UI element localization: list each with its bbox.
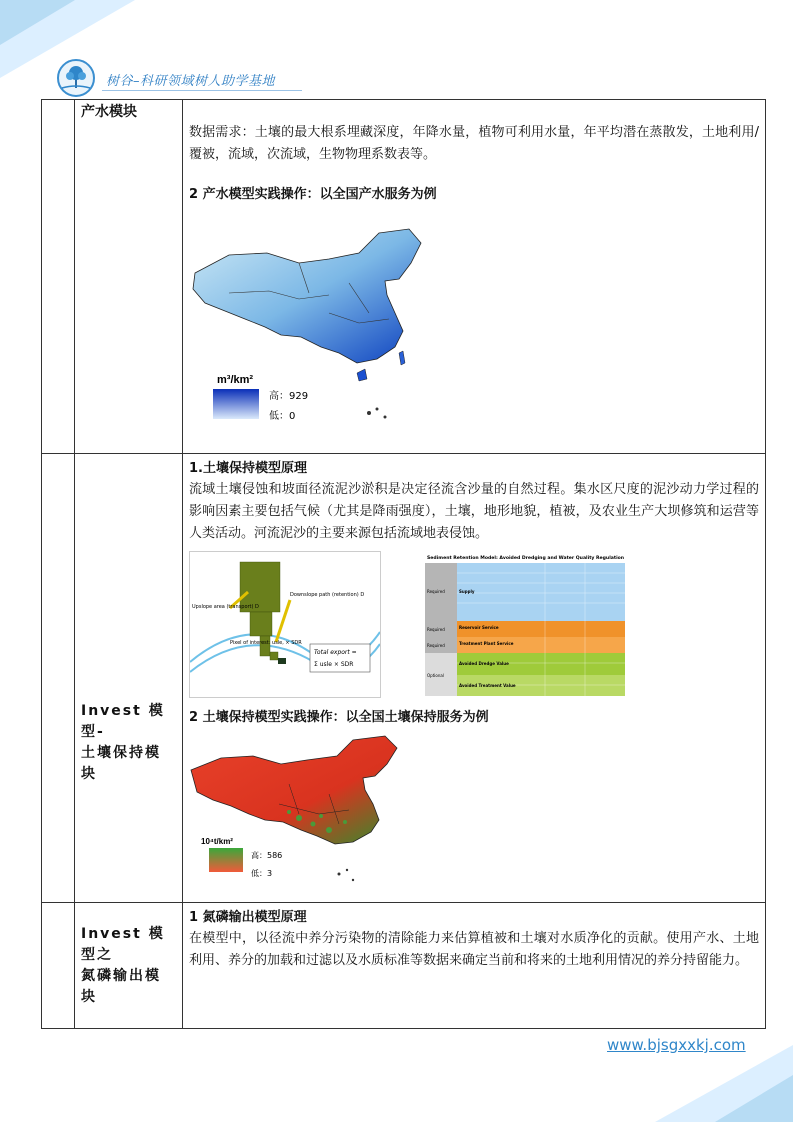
practice-title: 2 产水模型实践操作：以全国产水服务为例 bbox=[189, 187, 437, 202]
sediment-model-table bbox=[425, 553, 625, 696]
row-label-line3: 块 bbox=[81, 766, 97, 782]
content-cell bbox=[183, 100, 766, 454]
table-group: Treatment Plant Service bbox=[459, 641, 514, 646]
website-link[interactable]: www.bjsgxxkj.com bbox=[607, 1036, 746, 1054]
logo-text: 树谷–科研领域树人助学基地 bbox=[106, 74, 276, 89]
table-section: Optional bbox=[427, 673, 444, 678]
legend-unit: 10⁴t/km² bbox=[201, 837, 233, 846]
table-row bbox=[42, 454, 766, 903]
row-label-line1: Invest 模型- bbox=[81, 703, 165, 740]
principle-title: 1 氮磷输出模型原理 bbox=[189, 910, 307, 925]
header-logo bbox=[56, 58, 316, 102]
row-label-line2: 氮磷输出模 bbox=[81, 967, 161, 984]
table-section: Required bbox=[427, 643, 445, 648]
bottom-right-decoration bbox=[655, 1045, 793, 1122]
row-label: 产水模块 bbox=[81, 104, 137, 120]
legend-low: 低：0 bbox=[269, 411, 296, 422]
logo-underline bbox=[102, 90, 302, 91]
row-label-line1: Invest 模型之 bbox=[81, 925, 165, 963]
legend-high: 高：586 bbox=[251, 851, 283, 860]
row-label-line3: 块 bbox=[81, 988, 97, 1005]
label-cell bbox=[75, 903, 183, 1029]
module-table bbox=[41, 99, 766, 1029]
water-yield-map bbox=[189, 223, 459, 433]
index-cell bbox=[42, 454, 75, 903]
export-formula: Σ usle × SDR bbox=[314, 661, 354, 668]
export-title: Total export = bbox=[314, 649, 357, 656]
legend-high: 高：929 bbox=[269, 391, 309, 402]
principle-text: 在模型中，以径流中养分污染物的清除能力来估算植被和土壤对水质净化的贡献。使用产水、土地利用、养分的加载和过滤以及水质标准等数据来确定当前和将来的土地利用情况的养分持留能力。 bbox=[189, 931, 759, 968]
table-section: Required bbox=[427, 627, 445, 632]
content-cell bbox=[183, 903, 766, 1029]
table-group: Supply bbox=[459, 589, 475, 594]
china-blue-map bbox=[189, 223, 459, 433]
upslope-label: Upslope area (transport) D bbox=[192, 604, 259, 610]
content-cell bbox=[183, 454, 766, 903]
legend-low: 低：3 bbox=[251, 869, 273, 878]
practice-title: 2 土壤保持模型实践操作：以全国土壤保持服务为例 bbox=[189, 710, 489, 725]
label-cell bbox=[75, 454, 183, 903]
table-group: Reservoir Service bbox=[459, 625, 499, 630]
table-row bbox=[42, 100, 766, 454]
row-label-line2: 土壤保持模 bbox=[81, 745, 161, 761]
table-section: Required bbox=[427, 589, 445, 594]
principle-title: 1.土壤保持模型原理 bbox=[189, 461, 307, 476]
soil-retention-map bbox=[189, 734, 419, 894]
principle-text: 流域土壤侵蚀和坡面径流泥沙淤积是决定径流含沙量的自然过程。集水区尺度的泥沙动力学过程的影响因素主要包括气候（尤其是降雨强度），土壤，地形地貌，植被，及农业生产大坝修筑和运营等人类活动。河流泥沙的主要来源包括流域地表侵蚀。 bbox=[189, 482, 759, 541]
tree-logo-icon bbox=[56, 58, 96, 98]
table-title: Sediment Retention Model: Avoided Dredging and Water Quality Regulation (Tier 1) bbox=[427, 556, 625, 561]
table-row bbox=[42, 903, 766, 1029]
downslope-label: Downslope path (retention) D bbox=[290, 592, 365, 598]
sediment-diagram bbox=[189, 551, 381, 698]
index-cell bbox=[42, 903, 75, 1029]
data-requirements: 数据需求：土壤的最大根系埋藏深度，年降水量，植物可利用水量，年平均潜在蒸散发，土地利用/覆被，流域，次流域，生物物理系数表等。 bbox=[189, 125, 759, 162]
label-cell bbox=[75, 100, 183, 454]
index-cell bbox=[42, 100, 75, 454]
legend-unit: m³/km² bbox=[217, 374, 254, 386]
table-group: Avoided Treatment Value bbox=[459, 683, 516, 688]
table-group: Avoided Dredge Value bbox=[459, 661, 509, 666]
pixel-label: Pixel of interest: usle, × SDR bbox=[230, 640, 302, 646]
